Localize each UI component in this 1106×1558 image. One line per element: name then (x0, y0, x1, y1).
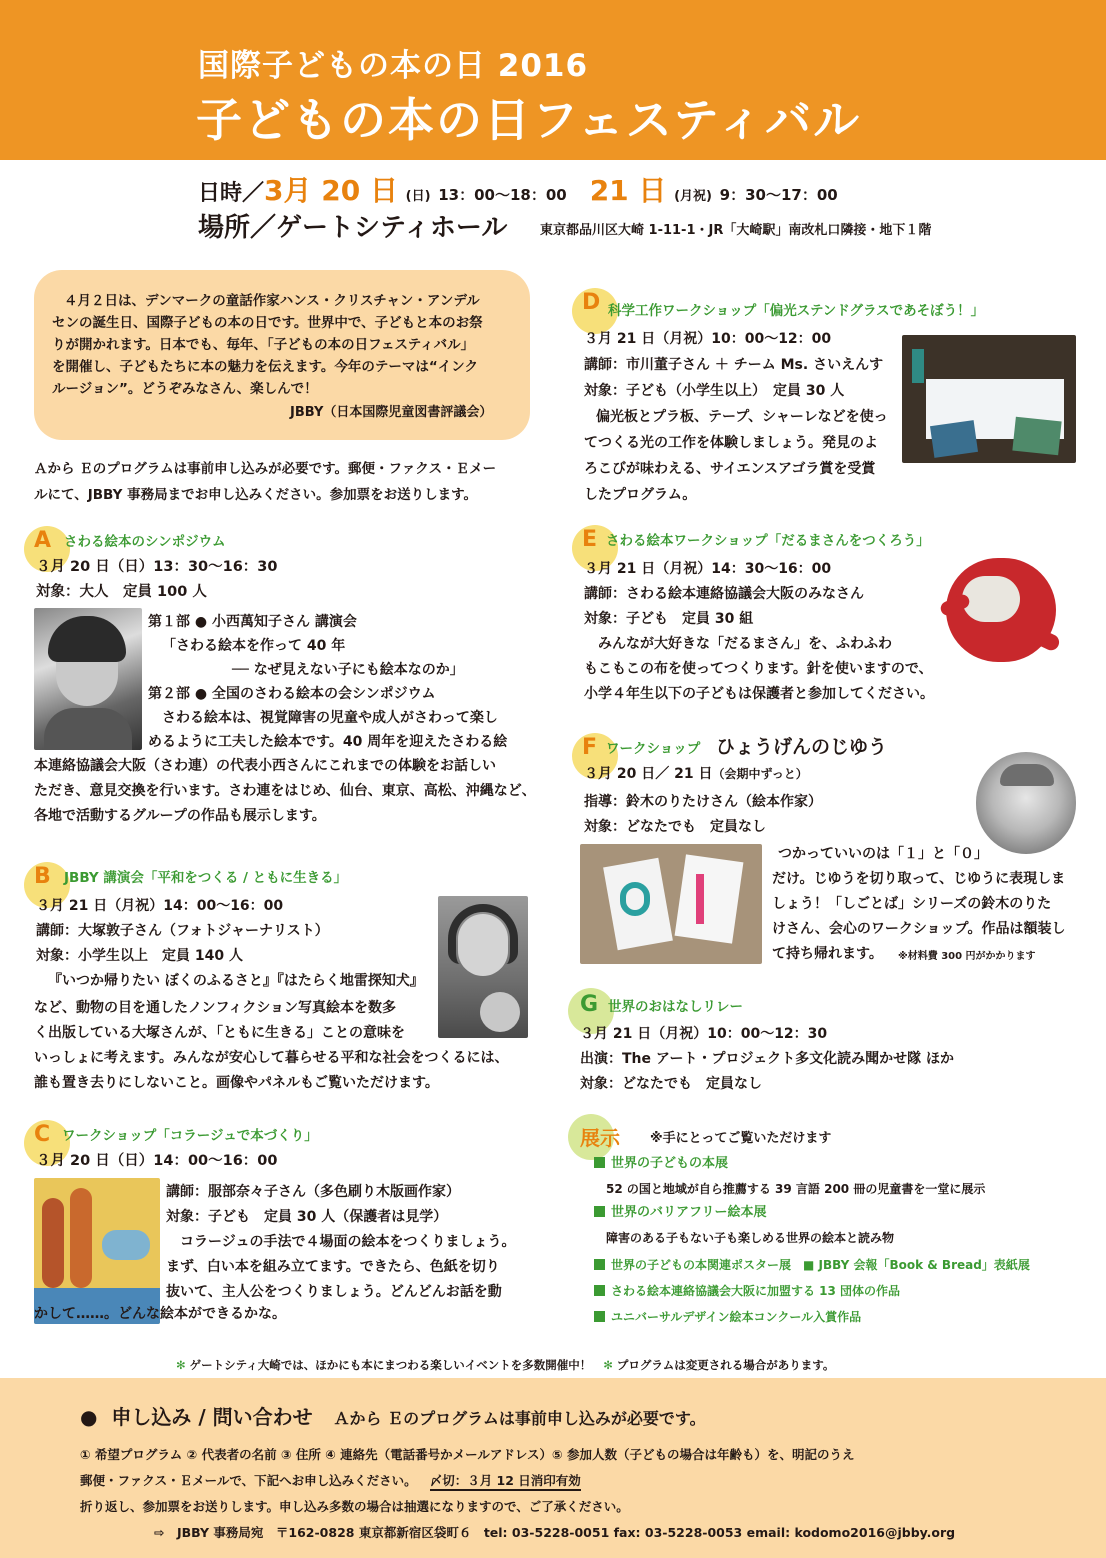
footer-title: ● 申し込み / 問い合わせ Ａから Ｅのプログラムは事前申し込みが必要です。 (80, 1405, 706, 1429)
program-e-title: さわる絵本ワークショップ「だるまさんをつくろう」 (606, 533, 930, 549)
exhibit-item-5: ユニバーサルデザイン絵本コンクール入賞作品 (594, 1308, 861, 1326)
daruma-plush-image (940, 548, 1062, 668)
letter-f: F (582, 735, 598, 760)
program-c-date: ３月 20 日（日）14：00〜16：00 (36, 1153, 278, 1169)
asterisk-icon: ✻ (603, 1358, 613, 1372)
program-g-title: 世界のおはなしリレー (608, 999, 743, 1015)
program-b-body: ３月 21 日（月祝）14：00〜16：00 講師：大塚敦子さん（フォトジャーナリスト） 対象：小学生以上 定員 140 人 『いつか帰りたい ぼくのふるさと』『はたらく地雷探知犬』 (36, 898, 424, 989)
exhibit-title: 展示 (580, 1126, 620, 1150)
letter-d: D (582, 290, 601, 315)
program-a-date: ３月 20 日（日）13：30〜16：30 (36, 559, 278, 575)
workshop-photo-f (580, 844, 762, 964)
letter-g: G (580, 992, 599, 1017)
bullet-dot-icon: ● (80, 1405, 98, 1429)
hyougen-logo: ひょうげんのじゆう (716, 736, 888, 758)
letter-e: E (582, 527, 598, 552)
exhibit-item-3: 世界の子どもの本関連ポスター展 ■ JBBY 会報「Book & Bread」表紙展 (594, 1256, 1030, 1274)
exhibit-note: ※手にとってご覧いただけます (650, 1131, 832, 1146)
workshop-photo-d (902, 335, 1076, 463)
deadline-text: 〆切：３月 12 日消印有効 (430, 1473, 581, 1491)
venue-label: 場所／ゲートシティホール (198, 213, 508, 243)
collage-image-c (34, 1178, 160, 1324)
program-c-body-last: かして……。どんな絵本ができるかな。 (34, 1306, 286, 1322)
program-b-body-bottom: など、動物の目を通したノンフィクション写真絵本を数多 く出版している大塚さんが、「ともに生きる」ことの意味を いっしょに考えます。みんなが安心して暮らせる平和な社会をつくるには、 誰も置き去りにしないこと。画像やパネルもご覧いただけます。 (34, 1000, 509, 1091)
speaker-photo-f (976, 752, 1076, 854)
asterisk-icon: ✻ (176, 1358, 186, 1372)
notice-text: Ａから Ｅのプログラムは事前申し込みが必要です。郵便・ファクス・Ｅメー ルにて、JBBY 事務局までお申し込みください。参加票をお送りします。 (34, 461, 497, 503)
intro-signature: JBBY（日本国際児童図書評議会） (290, 405, 493, 420)
exhibit-item-1-desc: 52 の国と地域が自ら推薦する 39 言語 200 冊の児童書を一堂に展示 (606, 1182, 986, 1196)
program-c-title: ワークショップ「コラージュで本づくり」 (62, 1128, 318, 1144)
letter-c: C (34, 1122, 51, 1147)
program-f-body: つかっていいのは「１」と「０」 だけ。じゆうを切り取って、じゆうに表現しま しょう！「しごとば」シリーズの鈴木のりた けさん、会心のワークショップ。作品は額装し て持ち帰れます。 (772, 846, 1066, 962)
program-f-title: ワークショップ (606, 741, 701, 757)
exhibit-item-2-desc: 障害のある子もない子も楽しめる世界の絵本と読み物 (606, 1231, 895, 1245)
letter-a: A (34, 528, 52, 553)
date-line: 日時／3月 20 日 (日) 13：00〜18：00 21 日 (月祝) 9：30〜17：00 (198, 174, 838, 207)
program-g-body: ３月 21 日（月祝）10：00〜12：30 出演：The アート・プロジェクト多文化読み聞かせ隊 ほか 対象：どなたでも 定員なし (580, 1026, 955, 1092)
footer-line-2: 郵便・ファクス・Ｅメールで、下記へお申し込みください。 〆切：３月 12 日消印有効 (80, 1472, 581, 1490)
exhibit-item-1: 世界の子どもの本展 (594, 1155, 728, 1173)
program-a-body-bottom: 本連絡協議会大阪（さわ連）の代表小西さんにこれまでの体験をお話しい ただき、意見交換を行います。さわ連をはじめ、仙台、東京、高松、沖縄など、 各地で活動するグループの作品も展示します。 (34, 758, 536, 824)
footer-line-1: ① 希望プログラム ② 代表者の名前 ③ 住所 ④ 連絡先（電話番号かメールアドレス）⑤ 参加人数（子どもの場合は年齢も）を、明記のうえ (80, 1447, 855, 1462)
exhibit-item-2: 世界のバリアフリー絵本展 (594, 1204, 766, 1222)
venue-address: 東京都品川区大崎 1-11-1・JR「大崎駅」南改札口隣接・地下１階 (540, 223, 932, 238)
program-d-title: 科学工作ワークショップ「偏光ステンドグラスであそぼう！」 (608, 303, 985, 319)
program-c-body: 講師：服部奈々子さん（多色刷り木版画作家） 対象：子ども 定員 30 人（保護者は見学） コラージュの手法で４場面の絵本をつくりましょう。 まず、白い本を組み立てます。できたら、色紙を切り 抜いて、主人公をつくりましょう。どんどんお話を動 (166, 1184, 516, 1300)
title-small: 国際子どもの本の日 2016 (198, 48, 589, 84)
program-d-body: ３月 21 日（月祝）10：00〜12：00 講師：市川董子さん ＋ チーム Ms. さいえんす 対象：子ども（小学生以上） 定員 30 人 偏光板とプラ板、テープ、シャーレなどを使っ てつくる光の工作を体験しましょう。発見のよ ろこびが味わえる、サイエンスアゴラ賞を受賞 したプログラム。 (584, 331, 888, 503)
program-f-date: ３月 20 日／ 21 日（会期中ずっと） (584, 766, 808, 782)
footer-contact[interactable]: ⇨ JBBY 事務局宛 〒162-0828 東京都新宿区袋町６ tel: 03-5228-0051 fax: 03-5228-0053 email: kodomo2016@jbby.org (154, 1525, 956, 1540)
intro-text: ４月２日は、デンマークの童話作家ハンス・クリスチャン・アンデル センの誕生日、国際子どもの本の日です。世界中で、子どもと本のお祭 りが開かれます。日本でも、毎年、「子どもの本の日フェスティバル」 を開催し、子どもたちに本の魅力を伝えます。今年のテーマは“インク ルージョン”。どうぞみなさん、楽しんで！ (52, 293, 483, 397)
header-banner (0, 0, 1106, 160)
program-b-title: JBBY 講演会「平和をつくる / ともに生きる」 (64, 870, 348, 886)
program-a-title: さわる絵本のシンポジウム (64, 534, 226, 550)
exhibit-item-4: さわる絵本連絡協議会大阪に加盟する 13 団体の作品 (594, 1282, 900, 1300)
bottom-notes: ✻ ゲートシティ大崎では、ほかにも本にまつわる楽しいイベントを多数開催中！ ✻ プログラムは変更される場合があります。 (176, 1358, 835, 1372)
speaker-photo-a (34, 608, 142, 750)
program-f-body-top: 指導：鈴木のりたけさん（絵本作家） 対象：どなたでも 定員なし (584, 794, 822, 835)
title-large: 子どもの本の日フェスティバル (196, 93, 862, 147)
program-f-fee-note: ※材料費 300 円がかかります (898, 951, 1036, 962)
letter-b: B (34, 864, 51, 889)
footer-line-3: 折り返し、参加票をお送りします。申し込み多数の場合は抽選になりますので、ご了承ください。 (80, 1499, 629, 1514)
program-e-body: ３月 21 日（月祝）14：30〜16：00 講師：さわる絵本連絡協議会大阪のみなさん 対象：子ども 定員 30 組 みんなが大好きな「だるまさん」を、ふわふわ もこもこの布を使ってつくります。針を使いますので、 小学４年生以下の子どもは保護者と参加してください。 (584, 561, 934, 702)
program-a-target: 対象：大人 定員 100 人 (36, 584, 207, 600)
program-a-body-top: 第１部 ● 小西萬知子さん 講演会 「さわる絵本を作って 40 年 ── なぜ見えない子にも絵本なのか」 第２部 ● 全国のさわる絵本の会シンポジウム さわる絵本は、視覚障害の児童や成人がさわって楽し めるように工夫した絵本です。40 周年を迎えたさわる絵 (148, 614, 508, 750)
